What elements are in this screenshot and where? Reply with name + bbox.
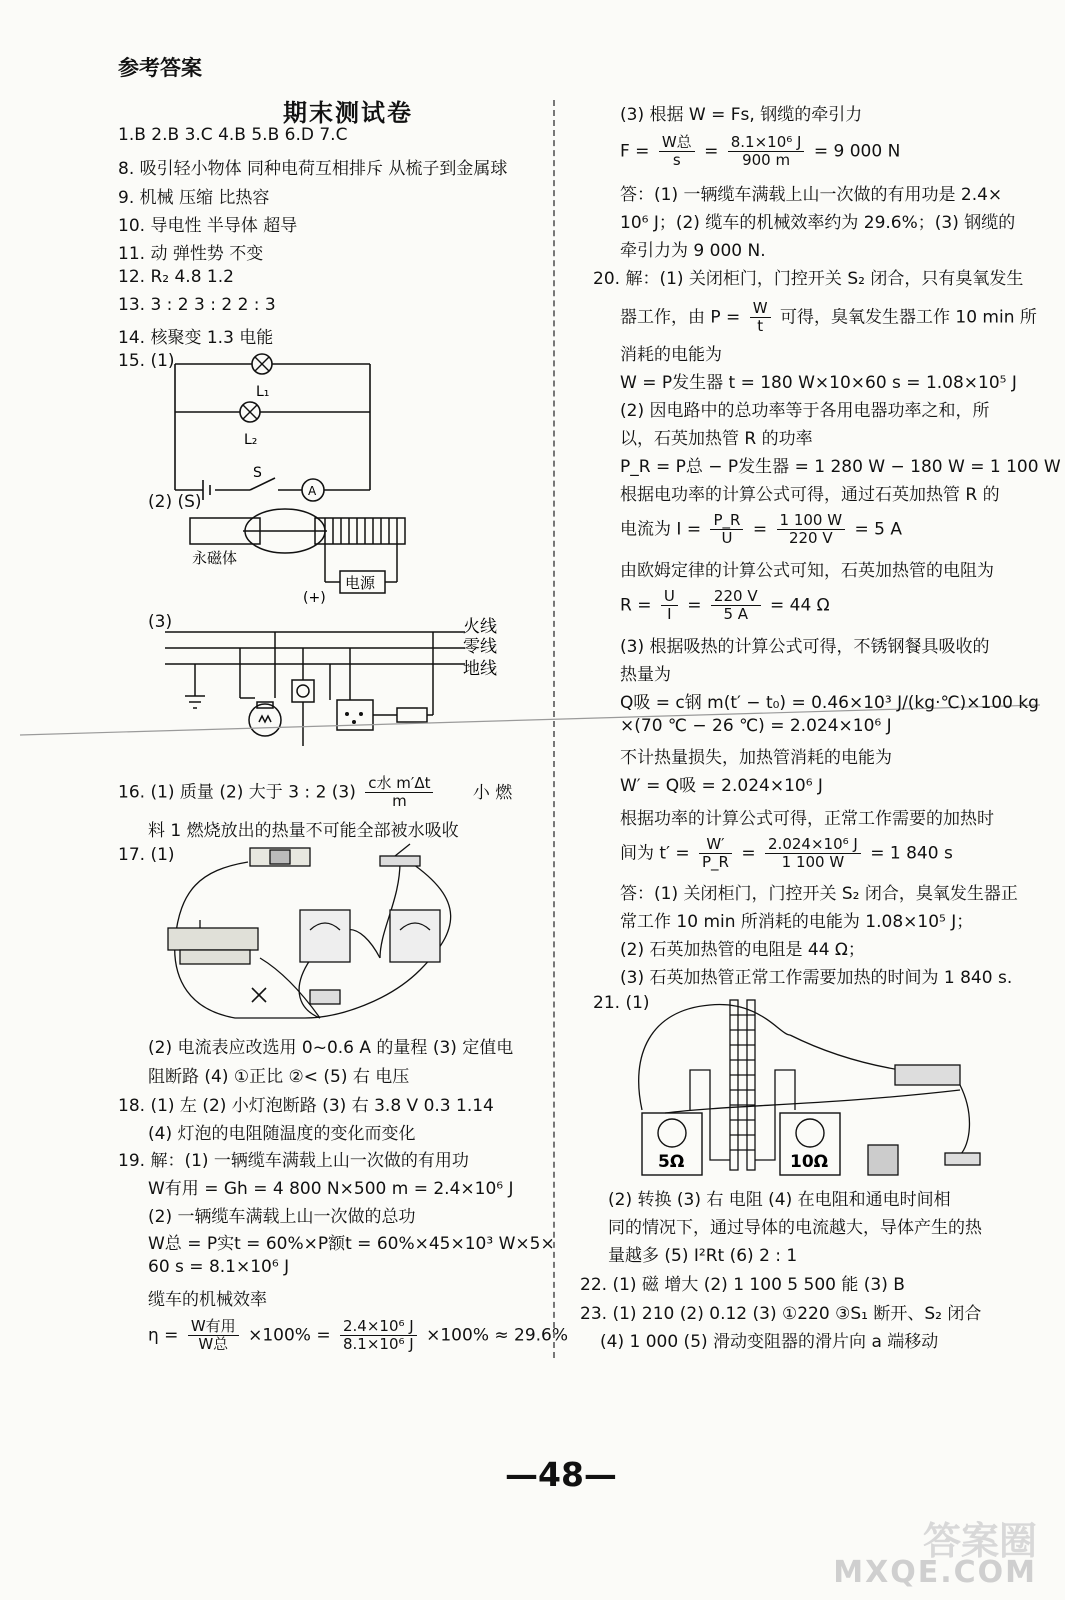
answer-r6a: 20. 解：(1) 关闭柜门，门控开关 S₂ 闭合，只有臭氧发生	[593, 269, 1024, 289]
answer-r12: 根据电功率的计算公式可得，通过石英加热管 R 的	[620, 485, 1000, 505]
ammeter-label: A	[308, 484, 317, 498]
answer-q19-d: W总 = P实t = 60%×P额t = 60%×45×10³ W×5×	[148, 1234, 555, 1254]
page-title: 期末测试卷	[283, 99, 413, 127]
answer-r4: 10⁶ J；(2) 缆车的机械效率约为 29.6%；(3) 钢缆的	[620, 213, 1016, 233]
answer-r21: W′ = Q吸 = 2.024×10⁶ J	[620, 776, 823, 796]
answer-q16-a: 16. (1) 质量 (2) 大于 3 : 2 (3) $\frac{\text{c水 m′Δt}}{m}$ 小 燃	[118, 774, 513, 810]
ammeter-meter-icon	[300, 910, 350, 962]
column-divider	[553, 100, 555, 1358]
answer-r14: 由欧姆定律的计算公式可知，石英加热管的电阻为	[620, 561, 994, 581]
answer-r29: (2) 转换 (3) 右 电阻 (4) 在电阻和通电时间相	[608, 1190, 951, 1210]
answer-r3: 答：(1) 一辆缆车满载上山一次做的有用功是 2.4×	[620, 185, 1003, 205]
answer-q12: 12. R₂ 4.8 1.2	[118, 267, 234, 287]
answer-r18: Q吸 = c钢 m(t′ − t₀) = 0.46×10³ J/(kg·℃)×100 kg	[620, 693, 1039, 713]
answer-r5: 牵引力为 9 000 N.	[620, 241, 766, 261]
answer-r15: R = $\frac{U}{I}$ = $\frac{220 V}{5 A}$ = 44 Ω	[620, 587, 830, 623]
experiment-circuit-17	[160, 840, 480, 1030]
answer-q17-b: 阻断路 (4) ①正比 ②< (5) 右 电压	[148, 1067, 410, 1087]
answer-q19-f: 缆车的机械效率	[148, 1290, 267, 1310]
magnet-label: 永磁体	[192, 549, 238, 567]
answer-q19-c: (2) 一辆缆车满载上山一次做的总功	[148, 1207, 416, 1227]
answer-r1: (3) 根据 W = Fs, 钢缆的牵引力	[620, 105, 863, 125]
answer-q15-3: (3)	[148, 612, 173, 632]
answer-r32: 22. (1) 磁 增大 (2) 1 100 5 500 能 (3) B	[580, 1275, 905, 1295]
answer-r13: 电流为 I = $\frac{P\_R}{U}$ = $\frac{1 100 W}{220 V}$ = 5 A	[620, 511, 902, 547]
power-source-label: 电源	[345, 574, 376, 592]
battery-icon	[250, 848, 310, 866]
answer-q19-b: W有用 = Gh = 4 800 N×500 m = 2.4×10⁶ J	[148, 1179, 514, 1199]
answer-r7: 消耗的电能为	[620, 345, 722, 365]
answer-q15-2: (2) (S)	[148, 492, 202, 512]
answer-r17: 热量为	[620, 665, 671, 685]
answer-q10: 10. 导电性 半导体 超导	[118, 216, 298, 236]
answer-q13: 13. 3 : 2 3 : 2 2 : 3	[118, 295, 276, 315]
answer-r33: 23. (1) 210 (2) 0.12 (3) ①220 ③S₁ 断开、S₂ 闭合	[580, 1304, 982, 1324]
answer-r10: 以，石英加热管 R 的功率	[620, 429, 813, 449]
switch-icon	[380, 844, 420, 866]
answer-q11: 11. 动 弹性势 不变	[118, 244, 264, 264]
circuit-diagram-parallel	[170, 352, 380, 502]
plus-label: (+)	[303, 590, 326, 606]
joule-heating-diagram	[630, 995, 990, 1180]
rheostat-icon	[895, 1065, 960, 1085]
watermark-logo: 答案圈	[922, 1519, 1037, 1563]
neutral-wire-label: 零线	[463, 637, 497, 657]
answer-q8: 8. 吸引轻小物体 同种电荷互相排斥 从梳子到金属球	[118, 159, 508, 179]
answer-r25: 常工作 10 min 所消耗的电能为 1.08×10⁵ J；	[620, 912, 974, 932]
answer-r23: 间为 t′ = $\frac{W'}{P\_R}$ = $\frac{\text{2.024×10⁶ J}}{1 100 W}$ = 1 840 s	[620, 835, 953, 871]
live-wire-label: 火线	[463, 617, 497, 637]
answer-r27: (3) 石英加热管正常工作需要加热的时间为 1 840 s.	[620, 968, 1013, 988]
answer-q14: 14. 核聚变 1.3 电能	[118, 328, 274, 348]
answer-q19-g: η = $\frac{\text{W有用}}{\text{W总}}$ ×100% = $\frac{\text{2.4×10⁶ J}}{\text{8.1×10⁶ J}}$ ×100% ≈ 29.6%	[148, 1317, 569, 1353]
answer-q15-1: 15. (1)	[118, 351, 175, 371]
answer-r26: (2) 石英加热管的电阻是 44 Ω；	[620, 940, 865, 960]
answer-q16-c: 料 1 燃烧放出的热量不可能全部被水吸收	[148, 821, 459, 841]
answer-q19-e: 60 s = 8.1×10⁶ J	[148, 1257, 290, 1277]
section-header: 参考答案	[118, 56, 202, 80]
resistor-10ohm-label: 10Ω	[790, 1152, 829, 1172]
cross-mark-icon	[252, 988, 266, 1002]
watermark-url: MXQE.COM	[833, 1555, 1037, 1590]
lamp-l1-label: L₁	[256, 384, 270, 400]
answer-r11: P_R = P总 − P发生器 = 1 280 W − 180 W = 1 100 W	[620, 457, 1061, 477]
answer-q17-1: 17. (1)	[118, 845, 175, 865]
answer-r31: 量越多 (5) I²Rt (6) 2 : 1	[608, 1246, 798, 1266]
answer-r8: W = P发生器 t = 180 W×10×60 s = 1.08×10⁵ J	[620, 373, 1017, 393]
lamp-l2-label: L₂	[244, 432, 258, 448]
answer-q17-a: (2) 电流表应改选用 0~0.6 A 的量程 (3) 定值电	[148, 1038, 514, 1058]
lamp-l1-icon	[252, 354, 272, 374]
answer-r9: (2) 因电路中的总功率等于各用电器功率之和，所	[620, 401, 990, 421]
solenoid-diagram	[185, 500, 425, 610]
answer-r19: ×(70 ℃ − 26 ℃) = 2.024×10⁶ J	[620, 716, 892, 736]
answer-q18-b: (4) 灯泡的电阻随温度的变化而变化	[148, 1124, 416, 1144]
answer-q1-7: 1.B 2.B 3.C 4.B 5.B 6.D 7.C	[118, 125, 348, 145]
page-number: —48—	[505, 1455, 617, 1494]
lamp-l2-icon	[240, 402, 260, 422]
answer-r24: 答：(1) 关闭柜门，门控开关 S₂ 闭合，臭氧发生器正	[620, 884, 1018, 904]
answer-q19-a: 19. 解：(1) 一辆缆车满载上山一次做的有用功	[118, 1151, 469, 1171]
voltmeter-meter-icon	[390, 910, 440, 962]
answer-r16: (3) 根据吸热的计算公式可得，不锈钢餐具吸收的	[620, 637, 990, 657]
fraction: $\frac{\text{c水 m′Δt}}{m}$	[365, 775, 433, 810]
ground-wire-label: 地线	[463, 659, 497, 679]
rheostat-icon	[168, 920, 258, 964]
answer-r34: (4) 1 000 (5) 滑动变阻器的滑片向 a 端移动	[600, 1332, 939, 1352]
answer-r6b: 器工作，由 P = $\frac{W}{t}$ 可得，臭氧发生器工作 10 min 所	[620, 299, 1037, 335]
answer-q9: 9. 机械 压缩 比热容	[118, 188, 270, 208]
resistor-5ohm-label: 5Ω	[658, 1152, 685, 1172]
answer-r22: 根据功率的计算公式可得，正常工作需要的加热时	[620, 809, 994, 829]
answer-r28: 21. (1)	[593, 993, 650, 1013]
switch-label: S	[253, 465, 262, 481]
answer-r20: 不计热量损失，加热管消耗的电能为	[620, 748, 892, 768]
resistor-icon	[310, 990, 340, 1004]
switch-icon	[945, 1153, 980, 1165]
answer-r30: 同的情况下，通过导体的电流越大，导体产生的热	[608, 1218, 982, 1238]
battery-icon	[868, 1145, 898, 1175]
answer-r2: F = $\frac{\text{W总}}{s}$ = $\frac{\text{8.1×10⁶ J}}{900 m}$ = 9 000 N	[620, 133, 901, 169]
answer-q18-a: 18. (1) 左 (2) 小灯泡断路 (3) 右 3.8 V 0.3 1.14	[118, 1096, 494, 1116]
